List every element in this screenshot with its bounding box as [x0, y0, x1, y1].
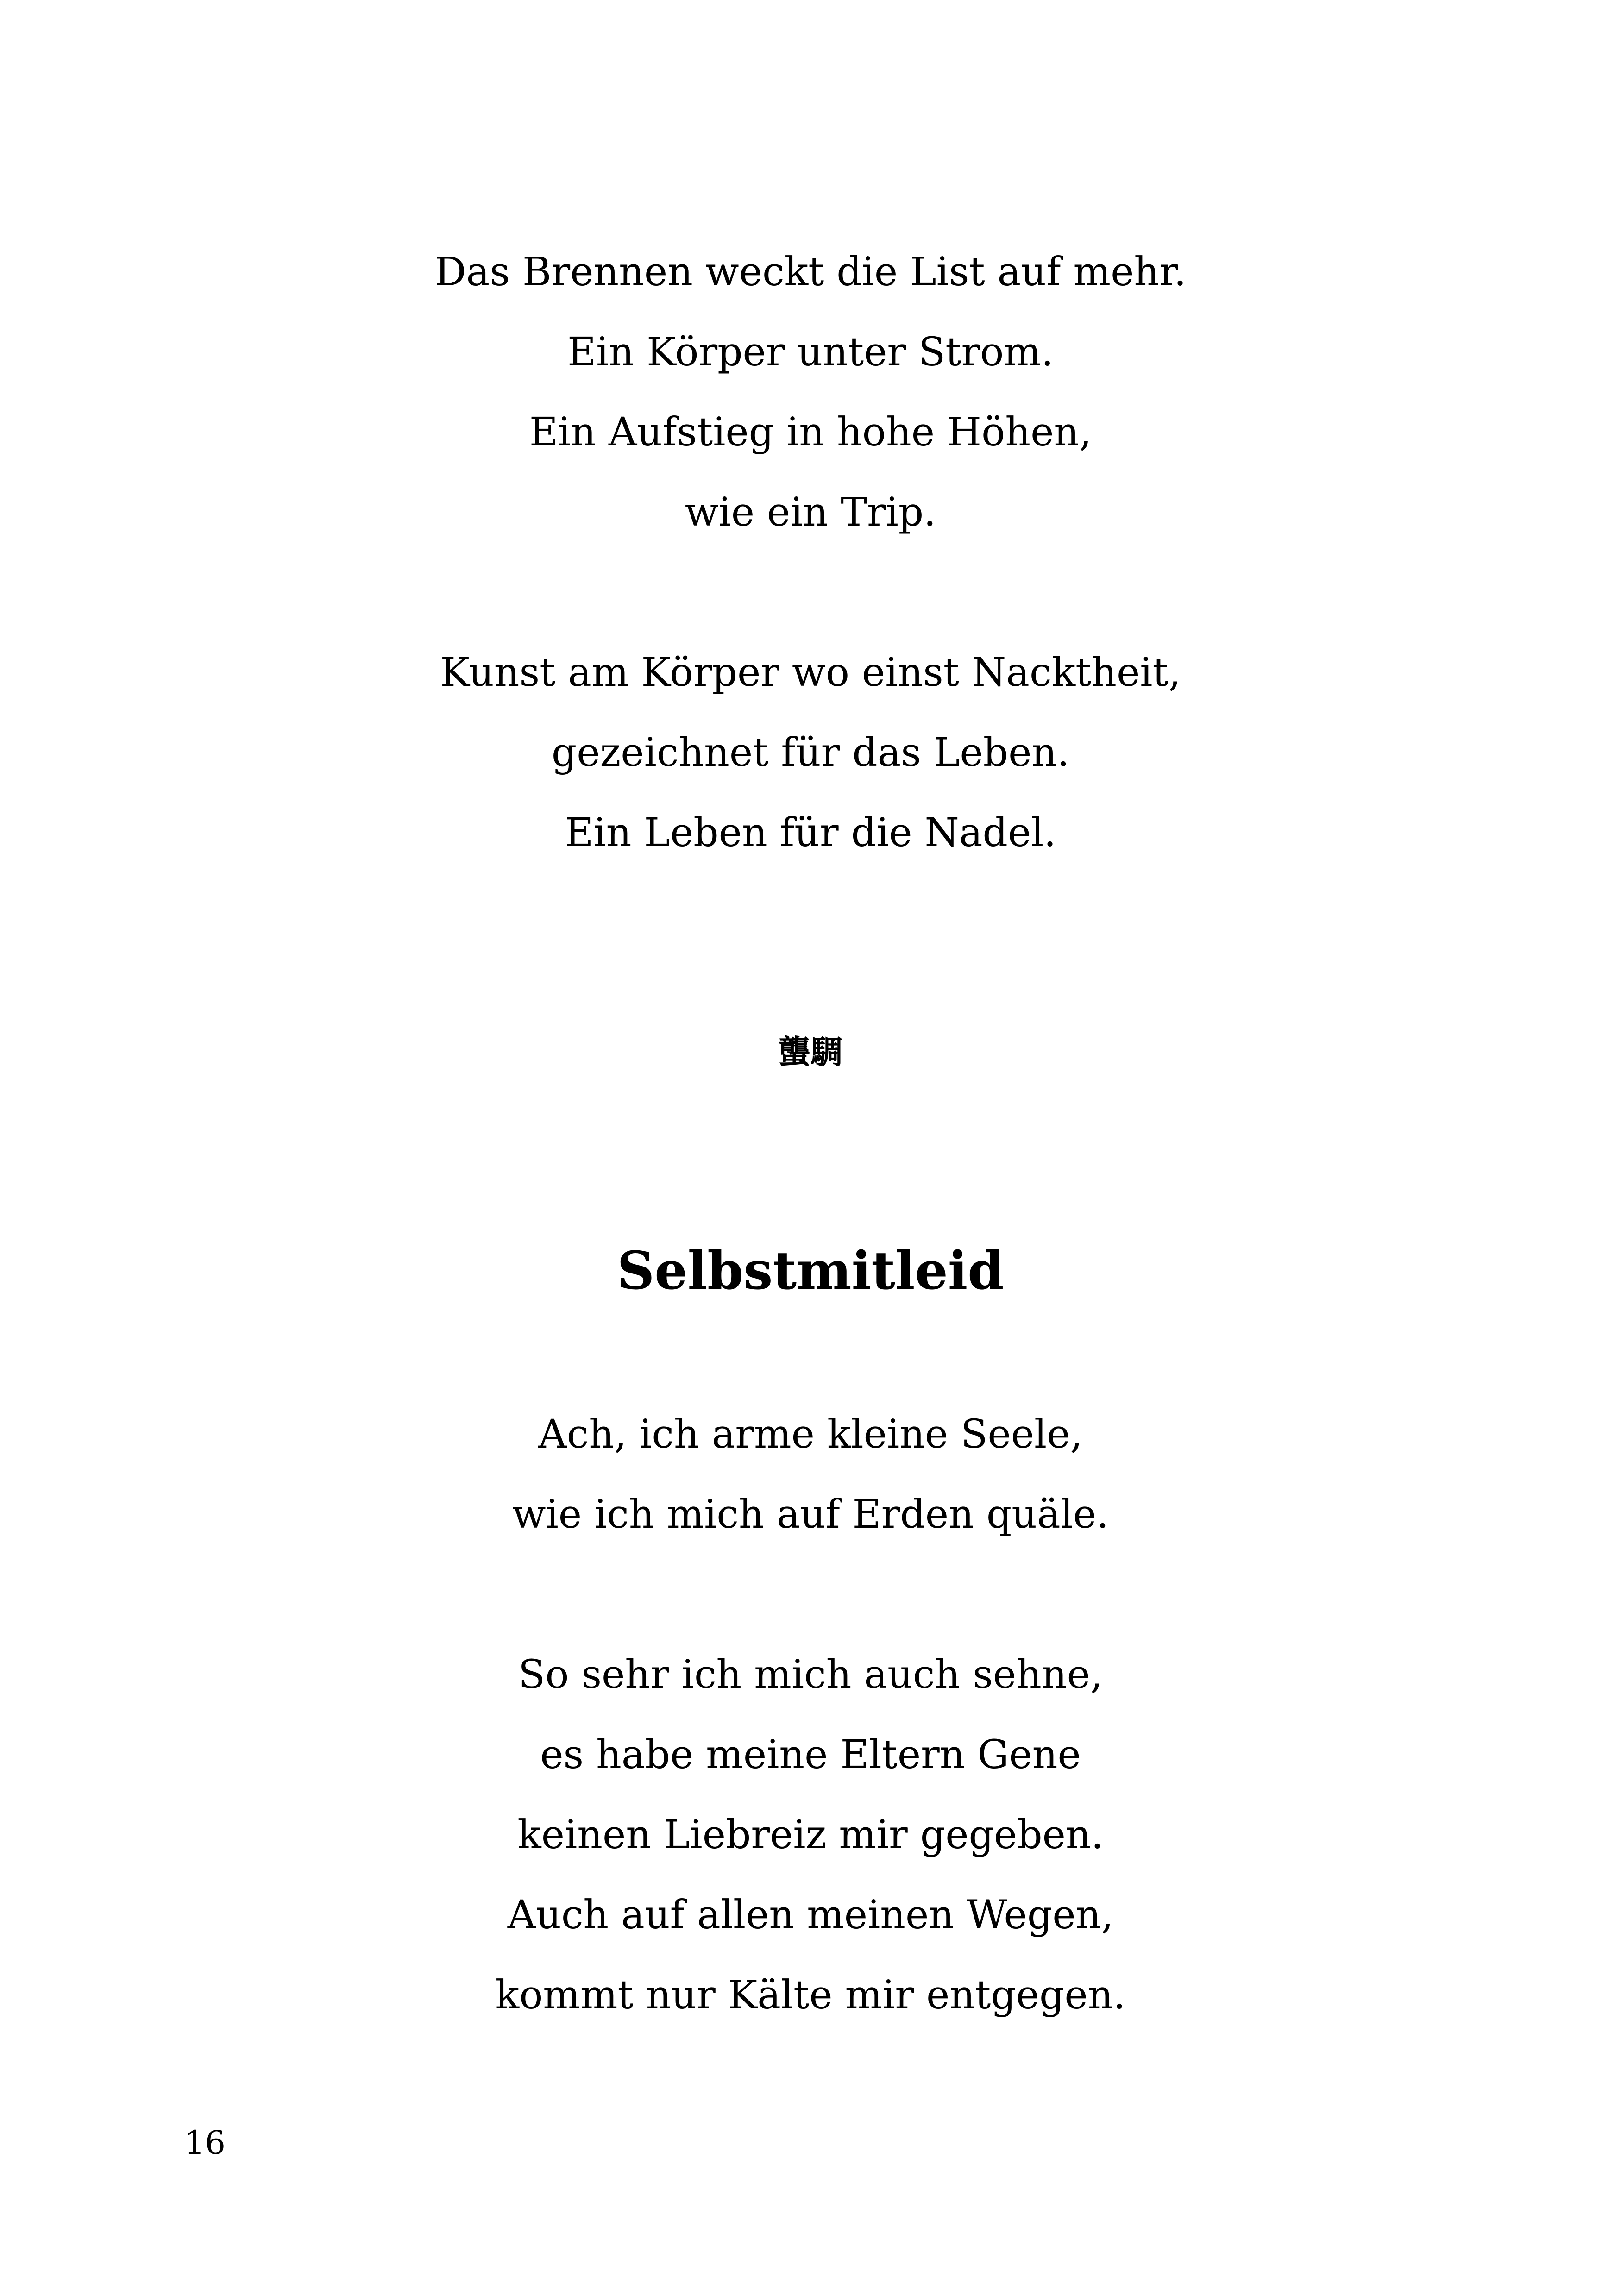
page-number: 16	[184, 2124, 226, 2162]
poem-line: kommt nur Kälte mir entgegen.	[495, 1972, 1126, 2018]
poem-line: Kunst am Körper wo einst Nacktheit,	[440, 650, 1181, 696]
poem-line: So sehr ich mich auch sehne,	[518, 1652, 1103, 1698]
poem-line: Ach, ich arme kleine Seele,	[538, 1411, 1083, 1457]
poem-title: Selbstmitleid	[617, 1241, 1004, 1301]
poem-line: Das Brennen weckt die List auf mehr.	[434, 249, 1187, 295]
poem-line: keinen Liebreiz mir gegeben.	[517, 1812, 1104, 1858]
poem-line: gezeichnet für das Leben.	[551, 730, 1070, 776]
poem-line: Auch auf allen meinen Wegen,	[507, 1892, 1114, 1938]
section-separator: 蠪騆	[778, 1033, 843, 1071]
poem-line: es habe meine Eltern Gene	[540, 1732, 1081, 1778]
poem-line: Ein Aufstieg in hohe Höhen,	[529, 409, 1092, 455]
poem-line: Ein Leben für die Nadel.	[565, 810, 1056, 856]
poem-line: Ein Körper unter Strom.	[567, 329, 1054, 375]
poem-line: wie ich mich auf Erden quäle.	[512, 1492, 1109, 1537]
poem-line: wie ein Trip.	[685, 489, 936, 535]
